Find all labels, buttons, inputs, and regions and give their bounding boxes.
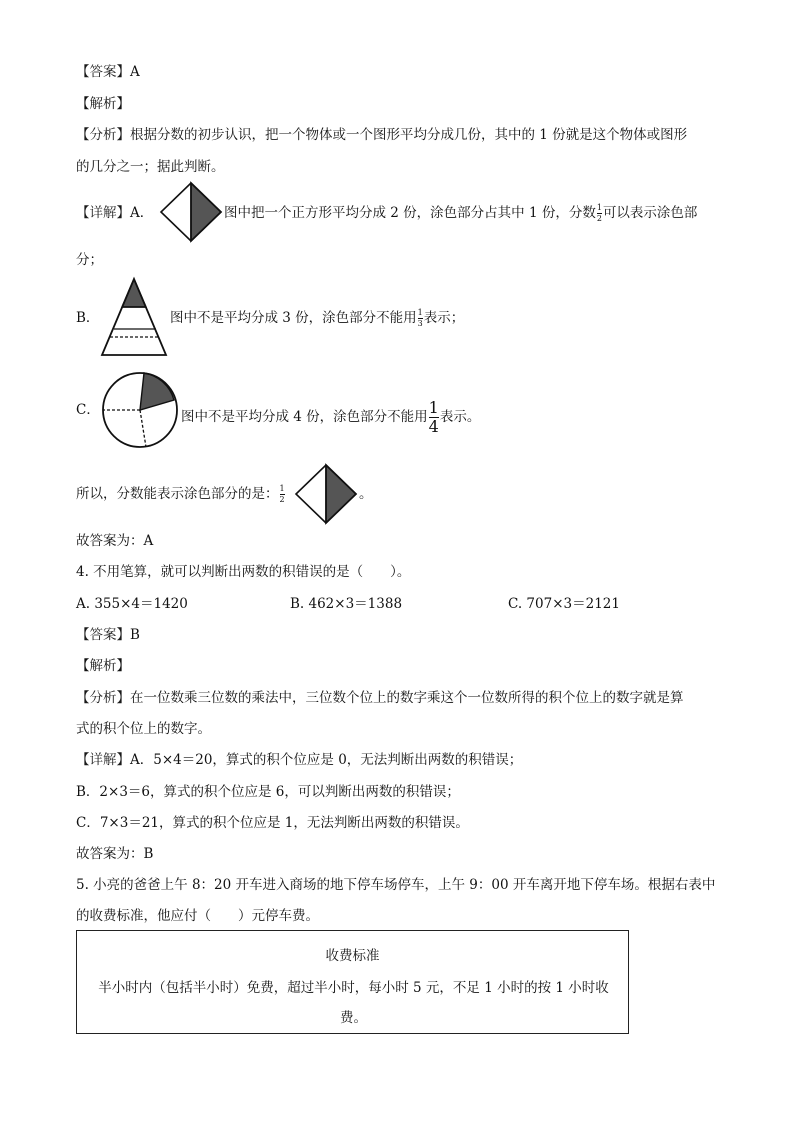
detail-a-text2: 可以表示涂色部 bbox=[602, 205, 698, 221]
detail-a-continuation: 分； bbox=[76, 252, 103, 268]
detail-b-text1: 图中不是平均分成 3 份，涂色部分不能用 bbox=[170, 310, 417, 326]
detail-c-label: C． bbox=[76, 402, 100, 418]
summary-line bbox=[76, 484, 286, 504]
fee-table-body: 半小时内（包括半小时）免费，超过半小时，每小时 5 元，不足 1 小时的按 1 小时收费。 bbox=[98, 980, 609, 1026]
summary-period: 。 bbox=[359, 486, 373, 502]
detail-c-text1: 图中不是平均分成 4 份，涂色部分不能用 bbox=[181, 409, 428, 425]
answer-line bbox=[76, 62, 140, 82]
fenxi-tag: 【分析】 bbox=[76, 690, 130, 706]
answer-tag: 【答案】 bbox=[76, 627, 130, 643]
detail-a-text: A．5×4＝20，算式的积个位应是 0，无法判断出两数的积错误； bbox=[130, 752, 523, 768]
detail-tag: 【详解】 bbox=[76, 205, 130, 221]
detail-a-text bbox=[224, 203, 697, 223]
analysis-paragraph-line2: 的几分之一；据此判断。 bbox=[76, 159, 225, 175]
fraction-numerator: 1 bbox=[417, 308, 423, 317]
analysis-heading-q4: 【解析】 bbox=[76, 658, 130, 674]
analysis-paragraph-line1 bbox=[76, 125, 687, 145]
question-5-stem-line1: 5. 小亮的爸爸上午 8：20 开车进入商场的地下停车场停车，上午 9：00 开车离开地下停车场。根据右表中 bbox=[76, 877, 716, 893]
detail-b-text2: 表示； bbox=[423, 310, 465, 326]
option-b: B. 462×3＝1388 bbox=[290, 596, 403, 612]
detail-tag: 【详解】 bbox=[76, 752, 130, 768]
fraction-denominator: 4 bbox=[428, 417, 439, 436]
detail-q4-a bbox=[76, 750, 522, 770]
question-4-stem: 4. 不用笔算，就可以判断出两数的积错误的是（ ）。 bbox=[76, 564, 411, 580]
detail-q4-c: C．7×3＝21，算式的积个位应是 1，无法判断出两数的积错误。 bbox=[76, 815, 469, 831]
fee-standard-table bbox=[76, 930, 629, 1034]
triangle-partly-shaded-figure bbox=[99, 276, 169, 358]
fraction-numerator: 1 bbox=[428, 398, 439, 417]
conclusion-q4: 故答案为：B bbox=[76, 846, 154, 862]
detail-a-text1: 图中把一个正方形平均分成 2 份，涂色部分占其中 1 份，分数 bbox=[224, 205, 596, 221]
conclusion-q3: 故答案为：A bbox=[76, 533, 154, 549]
fraction-one-half bbox=[280, 485, 285, 504]
answer-value: B bbox=[130, 627, 140, 643]
answer-line-q4 bbox=[76, 625, 140, 645]
answer-tag: 【答案】 bbox=[76, 64, 130, 80]
detail-c-text2: 表示。 bbox=[439, 409, 481, 425]
square-half-shaded-figure bbox=[159, 181, 223, 243]
fee-table-title: 收费标准 bbox=[325, 948, 380, 964]
summary-text1: 所以，分数能表示涂色部分的是： bbox=[76, 486, 279, 502]
fraction-denominator: 2 bbox=[279, 495, 285, 504]
fraction-denominator: 3 bbox=[417, 319, 423, 328]
option-c: C. 707×3＝2121 bbox=[508, 596, 620, 612]
circle-partly-shaded-figure bbox=[100, 369, 180, 451]
fraction-one-third bbox=[418, 309, 423, 328]
fraction-denominator: 2 bbox=[596, 214, 602, 223]
option-a: A. 355×4＝1420 bbox=[76, 596, 188, 612]
fraction-one-half bbox=[597, 204, 602, 223]
detail-b-label: B． bbox=[76, 310, 100, 326]
fenxi-text: 在一位数乘三位数的乘法中，三位数个位上的数字乘这个一位数所得的积个位上的数字就是算 bbox=[130, 690, 684, 706]
fenxi-tag: 【分析】 bbox=[76, 127, 130, 143]
detail-a-label-line bbox=[76, 203, 153, 223]
detail-a-label: A． bbox=[130, 205, 154, 221]
fraction-numerator: 1 bbox=[279, 484, 285, 493]
analysis-paragraph-q4-line2: 式的积个位上的数字。 bbox=[76, 721, 211, 737]
fraction-numerator: 1 bbox=[596, 203, 602, 212]
fraction-one-quarter bbox=[429, 400, 439, 435]
answer-value: A bbox=[130, 64, 140, 80]
square-half-shaded-figure bbox=[294, 463, 358, 525]
detail-c-text bbox=[181, 400, 480, 435]
question-5-stem-line2: 的收费标准，他应付（ ）元停车费。 bbox=[76, 908, 319, 924]
analysis-heading: 【解析】 bbox=[76, 96, 130, 112]
fenxi-text: 根据分数的初步认识，把一个物体或一个图形平均分成几份，其中的 1 份就是这个物体或图形 bbox=[130, 127, 688, 143]
analysis-paragraph-q4-line1 bbox=[76, 688, 684, 708]
detail-b-text bbox=[170, 308, 464, 328]
detail-q4-b: B．2×3＝6，算式的积个位应是 6，可以判断出两数的积错误； bbox=[76, 784, 460, 800]
